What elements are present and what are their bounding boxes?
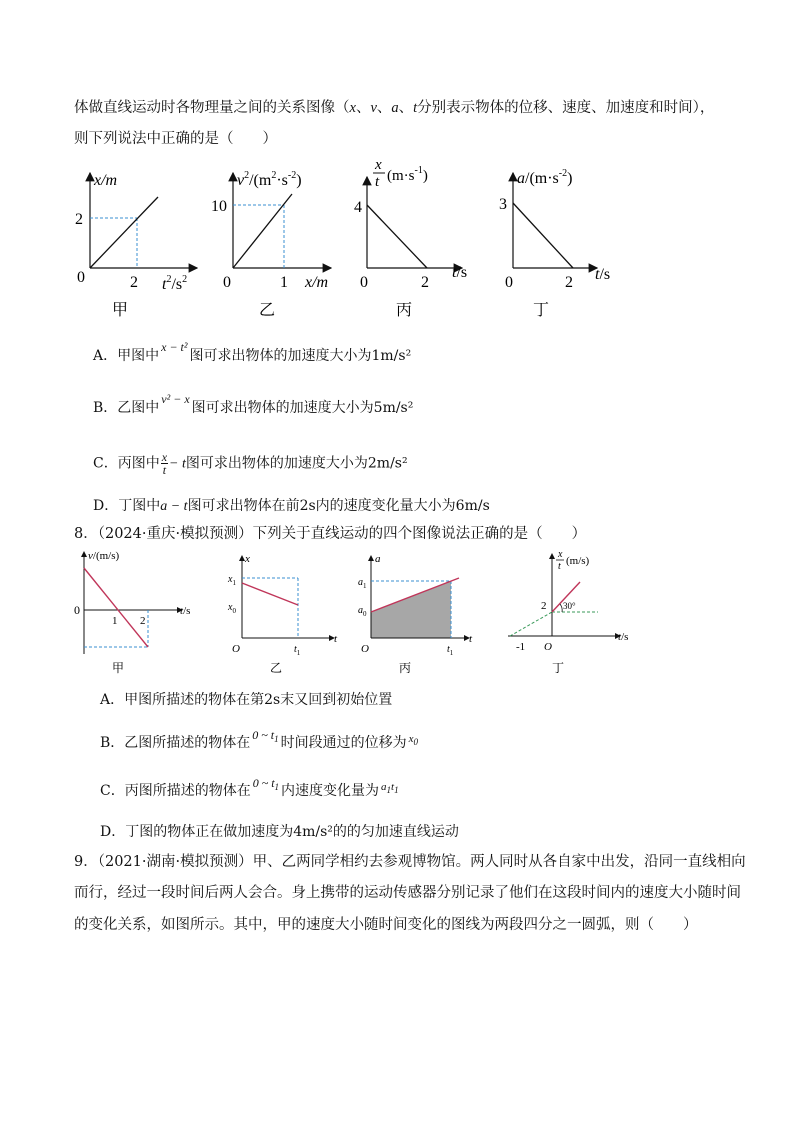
q8-jia-xlabel: t/s bbox=[180, 605, 191, 617]
q8-yi-xlabel: t bbox=[334, 633, 338, 645]
q8-bing-xtick: $t_1$ bbox=[447, 644, 454, 657]
q8-ding-ylabel-num: x bbox=[558, 549, 563, 560]
q8-jia-ylabel: v/(m/s) bbox=[88, 550, 120, 562]
q7-yi-caption: 乙 bbox=[259, 302, 276, 319]
q8-ding-ylabel-unit: (m/s) bbox=[566, 555, 590, 567]
q8-ding-caption: 丁 bbox=[552, 661, 565, 675]
q7-stem-line2: 则下列说法中正确的是（ ） bbox=[74, 131, 277, 147]
q7-stem-line1: 体做直线运动时各物理量之间的关系图像（x、v、a、t分别表示物体的位移、速度、加速度和时间）， bbox=[74, 100, 715, 116]
q9-stem-line1: 9．（2021·湖南·模拟预测）甲、乙两同学相约去参观博物馆。两人同时从各自家中出发，沿同一直线相向 bbox=[74, 854, 746, 870]
q8-graph-ding bbox=[500, 546, 640, 676]
q7-yi-xtick: 1 bbox=[280, 274, 288, 291]
q7-yi-ylabel: $v^2/(m^2\cdot s^{-2})$ bbox=[237, 170, 302, 189]
q8-ding-ytick: 2 bbox=[541, 600, 547, 612]
q7-yi-origin: 0 bbox=[223, 274, 231, 291]
q8-ding-ylabel-den: t bbox=[558, 561, 561, 572]
q7-option-c-fraction: $\frac{x}{t}$ bbox=[161, 450, 168, 477]
q8-yi-ytick1: $x_1$ bbox=[228, 574, 236, 587]
q7-ding-caption: 丁 bbox=[533, 302, 550, 319]
q8-graph-bing bbox=[355, 550, 480, 675]
q8-yi-ytick0: $x_0$ bbox=[228, 602, 236, 615]
q7-bing-ylabel-den: t bbox=[375, 174, 380, 190]
q8-bing-xlabel: t bbox=[469, 633, 473, 645]
q7-bing-origin: 0 bbox=[360, 274, 368, 291]
q8-ding-angle: 30° bbox=[563, 601, 576, 611]
q7-yi-xlabel: x/m bbox=[305, 274, 329, 291]
q8-bing-caption: 丙 bbox=[399, 661, 412, 675]
q9-stem-line2: 而行，经过一段时间后两人会合。身上携带的运动传感器分别记录了他们在这段时间内的速度大小随时间 bbox=[74, 885, 741, 901]
q7-bing-xtick: 2 bbox=[421, 274, 429, 291]
q8-yi-series-line bbox=[242, 583, 298, 605]
q7-bing-ylabel-num: x bbox=[375, 157, 382, 173]
q8-option-a[interactable]: A．甲图所描述的物体在第2s末又回到初始位置 bbox=[100, 692, 393, 708]
q8-bing-origin: O bbox=[361, 643, 369, 655]
q7-graph-ding bbox=[497, 165, 622, 320]
q7-jia-ytick: 2 bbox=[75, 211, 83, 228]
q7-option-d[interactable]: D．丁图中a − t图可求出物体在前2s内的速度变化量大小为6m/s bbox=[93, 498, 490, 514]
q7-yi-ytick: 10 bbox=[211, 198, 227, 215]
q8-option-b[interactable]: B．乙图所描述的物体在 0 ~ $t_1$ 时间段通过的位移为 $x_0$ bbox=[100, 728, 419, 751]
q8-yi-ylabel: x bbox=[245, 553, 250, 565]
q7-ding-origin: 0 bbox=[505, 274, 513, 291]
q8-yi-xtick: $t_1$ bbox=[294, 644, 301, 657]
q8-ding-xtick: -1 bbox=[516, 641, 526, 653]
q7-graph-jia bbox=[72, 165, 207, 320]
q8-ding-xlabel: t/s bbox=[618, 631, 629, 643]
q8-stem: 8．（2024·重庆·模拟预测）下列关于直线运动的四个图像说法正确的是（ ） bbox=[74, 526, 587, 542]
q7-ding-series-line bbox=[513, 203, 573, 268]
q7-jia-xlabel: $t^2/s^2$ bbox=[162, 274, 188, 293]
q7-bing-xlabel: t/s bbox=[452, 264, 468, 281]
q7-bing-ytick: 4 bbox=[354, 199, 362, 216]
q7-option-a[interactable]: A．甲图中x − t²图可求出物体的加速度大小为1m/s² bbox=[93, 340, 412, 364]
q7-bing-series-line bbox=[367, 205, 427, 268]
q7-ding-ylabel: $a/(m\cdot s^{-2})$ bbox=[517, 168, 573, 187]
q8-yi-origin: O bbox=[232, 643, 240, 655]
q8-option-c[interactable]: C．丙图所描述的物体在 0 ~ $t_1$ 内速度变化量为 $a_1t_1$ bbox=[100, 776, 399, 799]
q8-jia-xtick1: 1 bbox=[112, 615, 118, 627]
q7-jia-series-line bbox=[90, 197, 158, 268]
q8-jia-origin: 0 bbox=[74, 603, 80, 617]
q8-ding-origin: O bbox=[544, 641, 552, 653]
q8-bing-ytick0: $a_0$ bbox=[358, 605, 367, 618]
q7-graph-bing bbox=[352, 155, 487, 320]
q7-graph-yi bbox=[211, 165, 338, 320]
q8-bing-ytick1: $a_1$ bbox=[358, 577, 367, 590]
q7-option-b[interactable]: B．乙图中v² − x图可求出物体的加速度大小为5m/s² bbox=[93, 392, 414, 416]
q8-jia-caption: 甲 bbox=[112, 661, 125, 675]
q8-bing-ylabel: a bbox=[375, 553, 381, 565]
q7-bing-caption: 丙 bbox=[396, 302, 413, 319]
q7-jia-origin: 0 bbox=[77, 269, 85, 286]
q8-option-d[interactable]: D．丁图的物体正在做加速度为4m/s²的的匀加速直线运动 bbox=[100, 824, 459, 840]
q8-graph-yi bbox=[222, 550, 347, 675]
q7-jia-xtick: 2 bbox=[130, 274, 138, 291]
q7-option-c[interactable]: C．丙图中 $\frac{x}{t}$ − t图可求出物体的加速度大小为2m/s² bbox=[93, 450, 408, 477]
q8-yi-caption: 乙 bbox=[270, 661, 283, 675]
q7-yi-series-line bbox=[233, 194, 292, 268]
q8-jia-xtick2: 2 bbox=[140, 615, 146, 627]
q9-stem-line3: 的变化关系，如图所示。其中，甲的速度大小随时间变化的图线为两段四分之一圆弧，则（ ） bbox=[74, 917, 698, 933]
q8-graph-jia bbox=[72, 546, 197, 676]
q7-bing-ylabel-unit: $(m\cdot s^{-1})$ bbox=[387, 165, 428, 184]
q7-jia-ylabel: x/m bbox=[94, 172, 118, 189]
q7-ding-xlabel: t/s bbox=[595, 266, 611, 283]
q7-jia-caption: 甲 bbox=[112, 302, 129, 319]
q7-ding-ytick: 3 bbox=[499, 196, 507, 213]
q8-bing-area bbox=[371, 581, 451, 638]
q8-jia-series-line bbox=[84, 568, 148, 647]
q7-ding-xtick: 2 bbox=[565, 274, 573, 291]
